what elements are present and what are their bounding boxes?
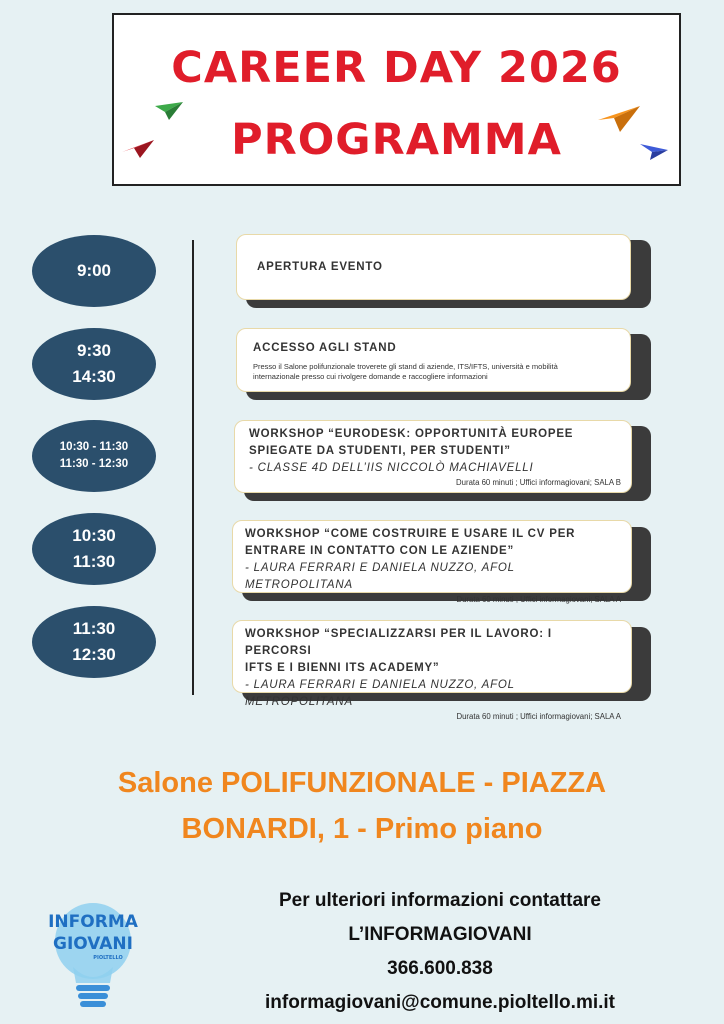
time-oval-1 [32,235,156,307]
time-label: 9:00 [76,261,112,280]
timeline-line [192,240,194,695]
card-title: WORKSHOP “EURODESK: OPPORTUNITÀ EUROPEE [249,428,574,440]
card-meta: Durata 60 minuti ; Uffici informagiovani; SALA B [456,478,621,487]
time-label: 11:30 - 12:30 [59,458,129,470]
logo-text-2: GIOVANI [53,934,133,954]
informagiovani-logo [38,897,148,1015]
schedule-card-4 [232,520,632,604]
paper-plane-orange-icon [598,106,640,132]
time-label: 9:30 [76,341,112,360]
header-box [112,13,681,186]
card-speaker: - LAURA FERRARI E DANIELA NUZZO, AFOL METROPOLITANA [245,679,515,708]
location-line: BONARDI, 1 - Primo piano [181,813,543,845]
contact-phone[interactable]: 366.600.838 [387,958,493,979]
card-title: APERTURA EVENTO [257,261,383,273]
card-speaker: - CLASSE 4D DELL’IIS NICCOLÒ MACHIAVELLI [249,462,534,474]
paper-plane-red-icon [122,140,154,158]
time-label: 14:30 [72,367,116,386]
paper-plane-blue-icon [640,142,668,160]
schedule-card-5 [232,620,632,721]
time-oval-5 [32,606,156,678]
schedule-card-3 [234,420,632,493]
card-speaker: - LAURA FERRARI E DANIELA NUZZO, AFOL METROPOLITANA [245,562,515,591]
program-title: PROGRAMMA [231,115,562,165]
time-label: 10:30 [72,526,116,545]
time-label: 12:30 [72,645,116,664]
event-title: CAREER DAY 2026 [171,43,622,93]
location-text [0,760,724,852]
paper-plane-green-icon [155,102,183,120]
description-line: internazionale presso cui rivolgere domande e raccogliere informazioni [253,372,488,381]
description-line: Presso il Salone polifunzionale troverete gli stand di aziende, ITS/IFTS, università e mobilità [253,362,558,371]
contact-block [160,884,720,1020]
schedule-card-2 [236,328,631,392]
card-meta: Durata 60 minuti ; Uffici informagiovani; SALA A [456,595,621,604]
time-oval-3 [32,420,156,492]
card-title: ACCESSO AGLI STAND [253,342,397,354]
schedule-card-1 [236,234,631,300]
card-description [253,362,620,382]
time-label: 11:30 [72,552,116,571]
time-oval-2 [32,328,156,400]
card-title: WORKSHOP “COME COSTRUIRE E USARE IL CV PER [245,528,576,540]
card-meta: Durata 60 minuti ; Uffici informagiovani; SALA A [456,712,621,721]
card-title: ENTRARE IN CONTATTO CON LE AZIENDE” [245,545,515,557]
location-line: Salone POLIFUNZIONALE - PIAZZA [117,767,607,799]
time-oval-4 [32,513,156,585]
contact-office: L’INFORMAGIOVANI [348,924,532,945]
time-label: 11:30 [72,619,116,638]
logo-text-1: INFORMA [48,912,138,932]
card-title: WORKSHOP “SPECIALIZZARSI PER IL LAVORO: I PERCORSI [245,628,552,657]
card-title: IFTS E I BIENNI ITS ACADEMY” [245,662,440,674]
contact-email[interactable]: informagiovani@comune.pioltello.mi.it [265,992,615,1013]
card-title: SPIEGATE DA STUDENTI, PER STUDENTI” [249,445,511,457]
time-label: 10:30 - 11:30 [59,441,129,453]
logo-text-small: PIOLTELLO [93,955,123,961]
contact-intro: Per ulteriori informazioni contattare [279,890,601,911]
